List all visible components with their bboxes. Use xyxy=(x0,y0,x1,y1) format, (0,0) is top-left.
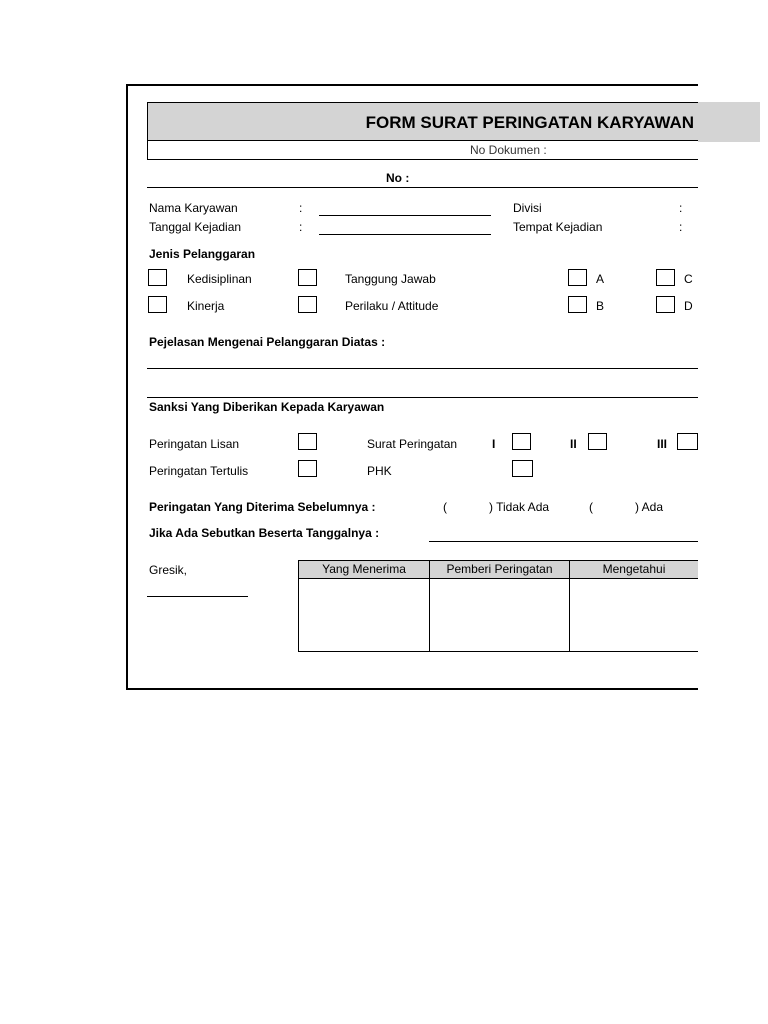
warning-level-3-label: III xyxy=(657,437,668,451)
previous-none-label: ) Tidak Ada xyxy=(489,500,550,514)
signature-date-field[interactable] xyxy=(147,596,248,597)
checkbox-c[interactable] xyxy=(656,269,675,286)
previous-detail-field[interactable] xyxy=(429,541,698,542)
division-colon: : xyxy=(679,201,683,215)
checkbox-discipline[interactable] xyxy=(148,269,167,286)
previous-detail-label: Jika Ada Sebutkan Beserta Tanggalnya : xyxy=(149,526,380,540)
employee-name-field[interactable] xyxy=(319,215,491,216)
checkbox-written-warning[interactable] xyxy=(298,460,317,477)
option-performance-label: Kinerja xyxy=(187,299,225,313)
checkbox-verbal-warning[interactable] xyxy=(298,433,317,450)
checkbox-attitude[interactable] xyxy=(298,296,317,313)
incident-date-colon: : xyxy=(299,220,303,234)
no-label: No : xyxy=(386,171,410,185)
checkbox-b[interactable] xyxy=(568,296,587,313)
signature-cell-acknowledger[interactable] xyxy=(570,579,698,651)
signature-col-receiver: Yang Menerima xyxy=(322,562,406,576)
sanction-section-label: Sanksi Yang Diberikan Kepada Karyawan xyxy=(149,400,385,414)
doc-number-box xyxy=(147,141,698,160)
checkbox-warning-level-3[interactable] xyxy=(677,433,698,450)
checkbox-warning-level-1[interactable] xyxy=(512,433,531,450)
option-responsibility-label: Tanggung Jawab xyxy=(345,272,436,286)
previous-yes-open[interactable]: ( xyxy=(589,500,593,514)
form-frame-top xyxy=(126,84,698,86)
form-frame-left xyxy=(126,84,128,690)
explanation-line-1[interactable] xyxy=(147,368,698,369)
division-label: Divisi xyxy=(513,201,542,215)
employee-name-colon: : xyxy=(299,201,303,215)
signature-cell-receiver[interactable] xyxy=(299,579,429,651)
incident-date-field[interactable] xyxy=(319,234,491,235)
incident-date-label: Tanggal Kejadian xyxy=(149,220,242,234)
form-title-box xyxy=(147,102,698,141)
signature-place-label: Gresik, xyxy=(149,563,188,577)
employee-name-label: Nama Karyawan xyxy=(149,201,238,215)
verbal-warning-label: Peringatan Lisan xyxy=(149,437,240,451)
option-a-label: A xyxy=(596,272,605,286)
checkbox-termination[interactable] xyxy=(512,460,533,477)
warning-level-1-label: I xyxy=(492,437,496,451)
signature-col-acknowledger: Mengetahui xyxy=(602,562,666,576)
doc-number-label: No Dokumen : xyxy=(470,143,547,157)
form-title: FORM SURAT PERINGATAN KARYAWAN xyxy=(365,113,694,132)
warning-letter-label: Surat Peringatan xyxy=(367,437,458,451)
option-c-label: C xyxy=(684,272,693,286)
checkbox-d[interactable] xyxy=(656,296,675,313)
checkbox-responsibility[interactable] xyxy=(298,269,317,286)
signature-cell-issuer[interactable] xyxy=(430,579,569,651)
explanation-line-2[interactable] xyxy=(147,397,698,398)
option-discipline-label: Kedisiplinan xyxy=(187,272,252,286)
signature-col-issuer: Pemberi Peringatan xyxy=(446,562,553,576)
previous-yes-label: ) Ada xyxy=(635,500,664,514)
previous-none-open[interactable]: ( xyxy=(443,500,447,514)
incident-place-label: Tempat Kejadian xyxy=(513,220,603,234)
option-b-label: B xyxy=(596,299,605,313)
explanation-label: Pejelasan Mengenai Pelanggaran Diatas : xyxy=(149,335,386,349)
form-frame-bottom xyxy=(126,688,698,690)
header-band-overflow xyxy=(698,102,760,142)
checkbox-performance[interactable] xyxy=(148,296,167,313)
written-warning-label: Peringatan Tertulis xyxy=(149,464,249,478)
option-d-label: D xyxy=(684,299,693,313)
signature-table xyxy=(298,560,698,652)
violation-section-label: Jenis Pelanggaran xyxy=(149,247,256,261)
checkbox-a[interactable] xyxy=(568,269,587,286)
checkbox-warning-level-2[interactable] xyxy=(588,433,607,450)
option-attitude-label: Perilaku / Attitude xyxy=(345,299,439,313)
warning-level-2-label: II xyxy=(570,437,577,451)
previous-warning-label: Peringatan Yang Diterima Sebelumnya : xyxy=(149,500,376,514)
termination-label: PHK xyxy=(367,464,392,478)
header-divider xyxy=(147,187,698,188)
incident-place-colon: : xyxy=(679,220,683,234)
